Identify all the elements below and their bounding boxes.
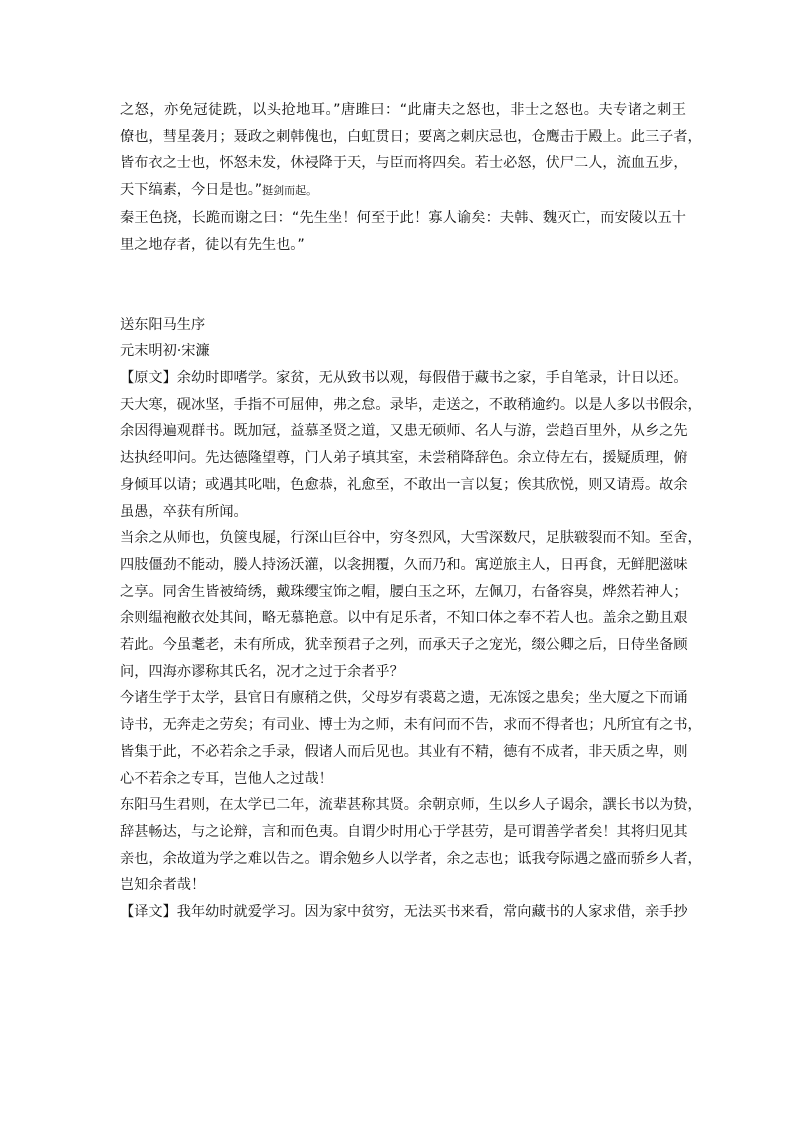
- text-line: 僚也，彗星袭月；聂政之刺韩傀也，白虹贯日；要离之刺庆忌也，仓鹰击于殿上。此三子者，: [120, 128, 702, 145]
- text-line: 若此。今虽耄老，未有所成，犹幸预君子之列，而承天子之宠光，缀公卿之后，日侍坐备顾: [120, 637, 688, 654]
- text-line: 之享。同舍生皆被绮绣，戴珠缨宝饰之帽，腰白玉之环，左佩刀，右备容臭，烨然若神人；: [120, 583, 688, 600]
- text-line: 诗书，无奔走之劳矣；有司业、博士为之师，未有问而不告，求而不得者也；凡所宜有之书，: [120, 717, 702, 734]
- paragraph-students-today: [120, 685, 702, 792]
- essay-author: 元末明初·宋濂: [120, 343, 210, 360]
- text-line: 四肢僵劲不能动，媵人持汤沃灌，以衾拥覆，久而乃和。寓逆旅主人，日再食，无鲜肥滋味: [120, 556, 688, 573]
- text-block-tang-ju: [120, 97, 702, 205]
- text-line: 余则缊袍敝衣处其间，略无慕艳意。以中有足乐者，不知口体之奉不若人也。盖余之勤且艰: [120, 610, 688, 627]
- paragraph-hardship: [120, 525, 702, 685]
- text-line: 余因得遍观群书。既加冠，益慕圣贤之道，又患无硕师、名人与游，尝趋百里外，从乡之先: [120, 423, 688, 440]
- text-line: 问，四海亦谬称其氏名，况才之过于余者乎？: [120, 663, 404, 680]
- text-line: 当余之从师也，负箧曳屣，行深山巨谷中，穷冬烈风，大雪深数尺，足肤皲裂而不知。至舍，: [120, 530, 702, 547]
- text-block-qin-wang: [120, 205, 686, 258]
- document-page: [120, 97, 702, 926]
- text-line: 岂知余者哉！: [120, 877, 206, 894]
- section-gap: [120, 258, 686, 311]
- text-line: 【原文】余幼时即嗜学。家贫，无从致书以观，每假借于藏书之家，手自笔录，计日以还。: [120, 370, 688, 387]
- text-line: 皆布衣之士也，怀怒未发，休祲降于天，与臣而将四矣。若士必怒，伏尸二人，流血五步，: [120, 155, 688, 172]
- essay-title: 送东阳马生序: [120, 316, 206, 333]
- paragraph-original-text: [120, 365, 702, 525]
- paragraph-ma-sheng: [120, 792, 702, 899]
- text-line: 达执经叩问。先达德隆望尊，门人弟子填其室，未尝稍降辞色。余立侍左右，援疑质理，俯: [120, 450, 688, 467]
- text-line: 辞甚畅达，与之论辩，言和而色夷。自谓少时用心于学甚劳，是可谓善学者矣！其将归见其: [120, 823, 688, 840]
- stage-note: 挺剑而起。: [262, 184, 318, 198]
- text-line: 皆集于此，不必若余之手录，假诸人而后见也。其业有不精，德有不成者，非天质之卑，则: [120, 743, 688, 760]
- text-line: 东阳马生君则，在太学已二年，流辈甚称其贤。余朝京师，生以乡人子谒余，譔长书以为贽，: [120, 797, 702, 814]
- text-line: 天大寒，砚冰坚，手指不可屈伸，弗之怠。录毕，走送之，不敢稍逾约。以是人多以书假余，: [120, 396, 702, 413]
- text-line: 身倾耳以请；或遇其叱咄，色愈恭，礼愈至，不敢出一言以复；俟其欣悦，则又请焉。故余: [120, 476, 688, 493]
- text-line: 今诸生学于太学，县官日有廪稍之供，父母岁有裘葛之遗，无冻馁之患矣；坐大厦之下而诵: [120, 690, 688, 707]
- text-line: 之怒，亦免冠徒跣，以头抢地耳。”唐雎曰：“此庸夫之怒也，非士之怒也。夫专诸之刺王: [120, 102, 686, 118]
- text-line: 虽愚，卒获有所闻。: [120, 503, 248, 520]
- text-line-main: 天下缟素，今日是也。”: [120, 182, 263, 199]
- text-line: 亲也，余故道为学之难以告之。谓余勉乡人以学者，余之志也；诋我夸际遇之盛而骄乡人者，: [120, 850, 702, 867]
- paragraph-translation: [120, 899, 686, 926]
- text-line: [120, 177, 686, 205]
- text-line: 心不若余之专耳，岂他人之过哉！: [120, 770, 333, 787]
- text-line: 里之地存者，徒以有先生也。”: [120, 236, 305, 253]
- text-line: 秦王色挠，长跪而谢之曰：“先生坐！何至于此！寡人谕矣：夫韩、魏灭亡，而安陵以五十: [120, 209, 686, 226]
- text-line: 【译文】我年幼时就爱学习。因为家中贫穷，无法买书来看，常向藏书的人家求借，亲手抄: [120, 904, 688, 921]
